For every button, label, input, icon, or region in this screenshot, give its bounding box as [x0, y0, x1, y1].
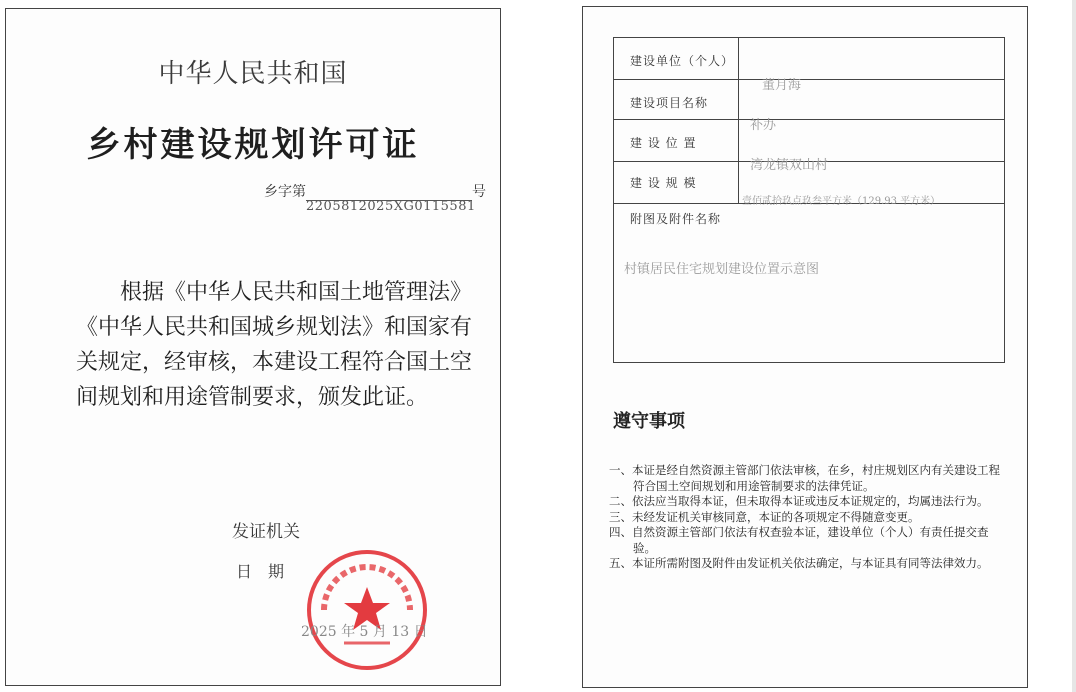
- list-item: 四、自然资源主管部门依法有权查验本证，建设单位（个人）有责任提交查验。: [609, 525, 989, 555]
- row-label-attachments: 附图及附件名称: [630, 212, 722, 226]
- list-item: 二、依法应当取得本证，但未取得本证或违反本证规定的，均属违法行为。: [609, 494, 989, 508]
- issue-date: 2025 年 5 月 13 日: [301, 624, 428, 640]
- date-label: 日 期: [236, 562, 285, 581]
- table-row: [614, 38, 1004, 93]
- list-item: 一、本证是经自然资源主管部门依法审核，在乡，村庄规划区内有关建设工程符合国土空间规划和用途管制要求的法律凭证。: [609, 463, 1000, 493]
- row-label-project: 建设项目名称: [630, 96, 709, 110]
- certificate-number-line: [264, 181, 486, 201]
- row-label-builder: 建设单位（个人）: [630, 54, 735, 68]
- table-row: [614, 80, 1004, 133]
- attachment-section: [614, 204, 1004, 362]
- permit-info-table: [613, 37, 1005, 363]
- official-seal-icon: [304, 547, 430, 673]
- row-value-attachments: 村镇居民住宅规划建设位置示意图: [624, 262, 820, 277]
- issuer-label: 发证机关: [232, 522, 300, 542]
- scan-edge: [1072, 0, 1076, 692]
- certificate-title: 乡村建设规划许可证: [86, 125, 420, 165]
- notes-list: [609, 463, 1009, 572]
- list-item: 五、本证所需附图及附件由发证机关依法确定，与本证具有同等法律效力。: [609, 556, 989, 570]
- table-row: [614, 162, 1004, 207]
- list-item: 三、未经发证机关审核同意，本证的各项规定不得随意变更。: [609, 509, 920, 524]
- row-value-project: 补办: [750, 118, 777, 133]
- row-value-scale: 壹佰贰拾玖点玖叁平方米（129.93 平方米）: [742, 196, 941, 207]
- left-page: [5, 8, 501, 686]
- country-name: 中华人民共和国: [158, 59, 348, 89]
- notes-title: 遵守事项: [613, 411, 685, 432]
- certificate-number: 2205812025XG0115581: [306, 199, 476, 214]
- row-label-location: 建 设 位 置: [630, 136, 697, 150]
- row-value-location: 湾龙镇双山村: [750, 158, 829, 173]
- right-page: [582, 6, 1028, 688]
- row-label-scale: 建 设 规 模: [630, 176, 697, 190]
- table-row: [614, 120, 1004, 173]
- number-suffix: 号: [472, 184, 486, 200]
- row-value-builder: 董月海: [762, 78, 802, 93]
- number-prefix: 乡字第: [264, 184, 306, 200]
- certificate-body-text: 根据《中华人民共和国土地管理法》《中华人民共和国城乡规划法》和国家有关规定，经审核，本建设工程符合国土空间规划和用途管制要求，颁发此证。: [76, 280, 473, 410]
